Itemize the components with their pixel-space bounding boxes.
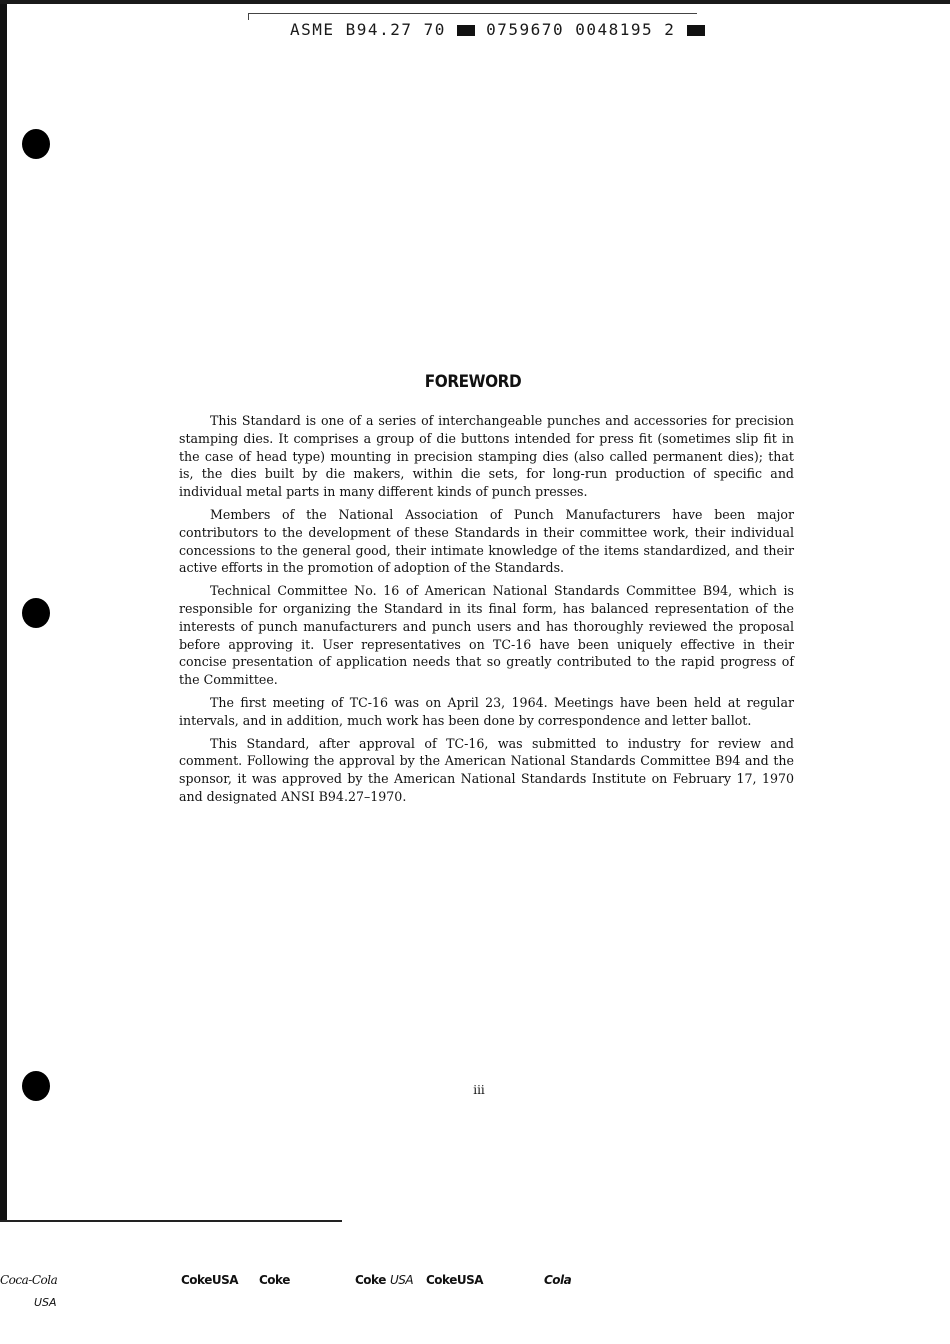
paragraph: Members of the National Association of Punch Manufacturers have been major contributors to the development of these Standards in their committee work, their individual concessions to the general good, their intimate knowledge of the items standardized, and their active efforts in the promotion of adoption of the Standards. (179, 506, 794, 576)
page-title: FOREWORD (424, 372, 522, 392)
paragraph: This Standard, after approval of TC-16, was submitted to industry for review and comment. Following the approval by the American National Standards Committee B94 and the sponsor, it was approved by the American National Standards Institute on February 17, 1970 and designated ANSI B94.27–1970. (179, 735, 794, 804)
redaction-block (457, 25, 475, 36)
redaction-block (687, 25, 705, 36)
scan-top-edge (0, 0, 950, 4)
paragraph: This Standard is one of a series of interchangeable punches and accessories for precision stamping dies. It comprises a group of die buttons intended for press fit (sometimes slip fit in the case of head type) mounting in precision stamping dies (also called permanent dies); that is, the dies built by die makers, within die sets, for long-run production of specific and individual metal parts in many different kinds of punch presses. (179, 413, 794, 500)
coke-logo: Coke (259, 1273, 290, 1287)
cola-logo: Cola (544, 1273, 572, 1287)
scan-bottom-rule (0, 1220, 342, 1222)
page-number: iii (473, 1083, 485, 1097)
paragraph: The first meeting of TC-16 was on April 23, 1964. Meetings have been held at regular intervals, and in addition, much work has been done by correspondence and letter ballot. (179, 694, 794, 728)
document-code-part1: ASME B94.27 70 (290, 20, 446, 39)
coca-cola-logo: Coca-Cola (0, 1273, 58, 1287)
usa-label: USA (34, 1296, 57, 1309)
cokeusa-logo: CokeUSA (426, 1273, 484, 1287)
document-code-header (290, 20, 705, 39)
document-code-part2: 0759670 0048195 2 (486, 20, 676, 39)
crop-mark (248, 13, 697, 20)
footer-watermark-logos (0, 1270, 950, 1300)
usa-logo: USA (390, 1273, 414, 1287)
cokeusa-logo: CokeUSA (181, 1273, 239, 1287)
scan-left-edge (0, 4, 7, 1222)
foreword-body (179, 412, 794, 811)
paragraph: Technical Committee No. 16 of American National Standards Committee B94, which is responsible for organizing the Standard in its final form, has balanced representation of the interests of punch manufacturers and punch users and has thoroughly reviewed the proposal before approving it. User representatives on TC-16 have been uniquely effective in their concise presentation of application needs that so greatly contributed to the rapid progress of the Committee. (179, 583, 794, 688)
coke-logo: Coke (355, 1273, 386, 1287)
punch-hole (22, 598, 50, 628)
punch-hole (22, 129, 50, 159)
